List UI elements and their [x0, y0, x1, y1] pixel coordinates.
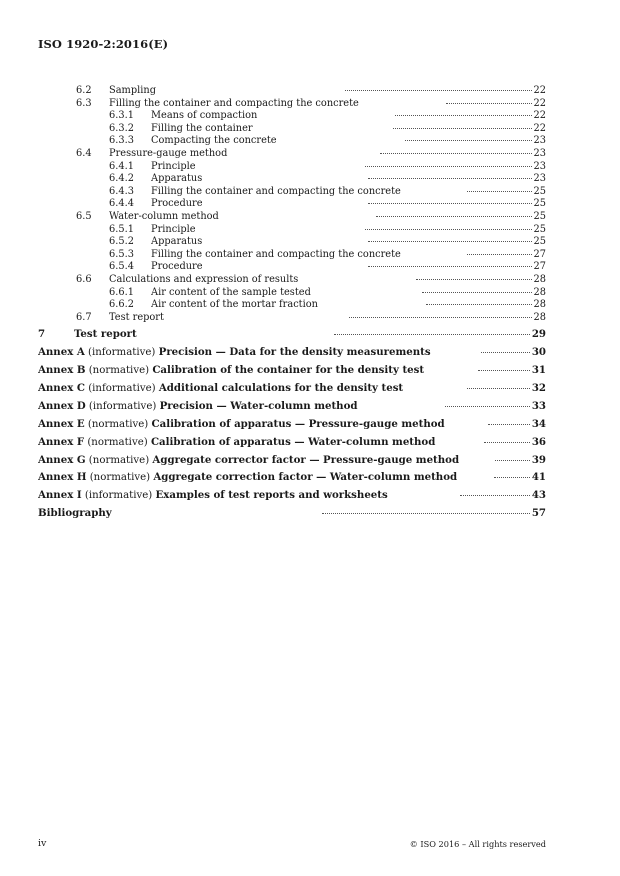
dot-leader	[416, 279, 532, 280]
dot-leader	[426, 304, 532, 305]
toc-entry-title: Test report	[74, 328, 137, 341]
annex-title: Calibration of apparatus — Pressure-gauge method	[151, 417, 445, 430]
toc-entry-page: 23	[533, 147, 546, 159]
dot-leader	[395, 115, 531, 116]
toc-entry-page: 22	[533, 122, 546, 134]
toc-entry-page: 39	[531, 453, 546, 466]
toc-entry-6-7[interactable]	[38, 312, 546, 325]
toc-entry-title: Principle	[151, 223, 196, 235]
toc-entry-page: 23	[533, 135, 547, 147]
dot-leader	[405, 140, 531, 141]
dot-leader	[376, 216, 531, 217]
toc-entry-page: 25	[533, 223, 547, 235]
toc-entry-annex-e[interactable]	[38, 416, 546, 434]
toc-entry-number: 6.3.3	[109, 135, 134, 147]
toc-entry-number: 6.6.2	[109, 299, 134, 311]
toc-entry-title: Air content of the sample tested	[151, 286, 311, 298]
annex-label: Annex I	[38, 489, 82, 502]
dot-leader	[380, 153, 531, 154]
toc-entry-title: Procedure	[151, 261, 203, 273]
dot-leader	[478, 370, 530, 371]
dot-leader	[484, 442, 530, 443]
annex-title: Examples of test reports and worksheets	[155, 489, 388, 502]
annex-type: (normative)	[89, 472, 151, 484]
toc-entry-page: 23	[533, 173, 547, 185]
toc-entry-title: Principle	[151, 160, 196, 172]
toc-entry-annex-c[interactable]	[38, 380, 546, 398]
toc-entry-title: Filling the container and compacting the concrete	[151, 248, 401, 260]
toc-entry-page: 28	[533, 311, 547, 323]
toc-entry-title: Pressure-gauge method	[109, 147, 228, 159]
toc-entry-number: 6.5.3	[109, 248, 134, 260]
dot-leader	[460, 495, 530, 496]
toc-entry-title: Filling the container and compacting the concrete	[109, 97, 359, 109]
toc-entry-6-2[interactable]	[38, 85, 546, 98]
toc-entry-number: 6.5.2	[109, 236, 134, 248]
toc-entry-page: 28	[533, 299, 546, 311]
annex-label: Annex G	[38, 453, 86, 466]
toc-entry-number: 7	[38, 328, 46, 341]
toc-entry-number: 6.4	[76, 147, 92, 159]
toc-entry-annex-b[interactable]	[38, 362, 546, 380]
toc-entry-annex-i[interactable]	[38, 487, 546, 505]
toc-entry-6-5[interactable]	[38, 211, 546, 224]
toc-entry-title: Test report	[109, 311, 164, 323]
toc-entry-number: 6.5.1	[109, 223, 134, 235]
toc-entry-page: 23	[533, 160, 547, 172]
dot-leader	[481, 352, 530, 353]
dot-leader	[322, 513, 530, 514]
dot-leader	[345, 90, 532, 91]
toc-entry-annex-a[interactable]	[38, 344, 546, 362]
toc-entry-number: 6.5	[76, 210, 92, 222]
toc-entry-number: 6.3.2	[109, 122, 134, 134]
annex-type: (informative)	[88, 400, 157, 412]
dot-leader	[467, 388, 529, 389]
page-number: iv	[38, 838, 47, 849]
toc-entry-page: 22	[533, 97, 547, 109]
toc-entry-number: 6.3	[76, 97, 92, 109]
dot-leader	[365, 229, 532, 230]
toc-entry-number: 6.4.2	[109, 173, 134, 185]
toc-entry-page: 22	[533, 85, 546, 96]
toc-entry-page: 25	[533, 185, 547, 197]
dot-leader	[494, 477, 529, 478]
dot-leader	[422, 292, 531, 293]
toc-entry-title: Calculations and expression of results	[109, 273, 299, 285]
toc-entry-clause-7[interactable]	[38, 326, 546, 344]
toc-entry-6-6-1[interactable]	[38, 287, 546, 300]
toc-entry-page: 28	[533, 286, 546, 298]
annex-label: Annex A	[38, 346, 85, 359]
table-of-contents	[38, 85, 546, 523]
annex-type: (normative)	[87, 418, 149, 430]
annex-label: Annex B	[38, 364, 86, 377]
annex-label: Annex H	[38, 471, 87, 484]
toc-entry-title: Water-column method	[109, 210, 219, 222]
toc-entry-page: 33	[531, 399, 546, 412]
dot-leader	[446, 103, 531, 104]
toc-entry-annex-f[interactable]	[38, 434, 546, 452]
toc-entry-number: 6.4.3	[109, 185, 134, 197]
annex-title: Calibration of the container for the density test	[152, 364, 425, 377]
toc-entry-number: 6.7	[76, 311, 92, 323]
toc-entry-page: 34	[531, 417, 547, 430]
toc-entry-page: 22	[533, 110, 546, 122]
toc-entry-title: Air content of the mortar fraction	[151, 299, 318, 311]
annex-title: Aggregate corrector factor — Pressure-gauge method	[152, 453, 460, 466]
dot-leader	[467, 191, 531, 192]
toc-entry-page: 27	[533, 261, 546, 273]
toc-entry-6-3-2[interactable]	[38, 123, 546, 136]
toc-entry-annex-d[interactable]	[38, 398, 546, 416]
toc-entry-title: Procedure	[151, 198, 203, 210]
annex-title: Additional calculations for the density test	[158, 381, 404, 394]
toc-entry-title: Compacting the concrete	[151, 135, 277, 147]
annex-type: (normative)	[88, 454, 150, 466]
document-header: ISO 1920-2:2016(E)	[38, 37, 169, 51]
toc-entry-bibliography[interactable]	[38, 505, 546, 523]
toc-entry-6-6-2[interactable]	[38, 299, 546, 312]
dot-leader	[368, 203, 532, 204]
toc-entry-title: Apparatus	[151, 236, 203, 248]
toc-entry-page: 32	[531, 381, 547, 394]
toc-entry-number: 6.6.1	[109, 286, 134, 298]
toc-entry-title: Filling the container and compacting the concrete	[151, 185, 401, 197]
toc-entry-page: 31	[531, 364, 546, 377]
dot-leader	[365, 166, 532, 167]
toc-entry-title: Sampling	[109, 85, 156, 96]
annex-type: (informative)	[88, 382, 156, 394]
toc-entry-6-6[interactable]	[38, 274, 546, 287]
toc-entry-number: 6.2	[76, 85, 92, 96]
toc-entry-annex-h[interactable]	[38, 469, 546, 487]
dot-leader	[488, 424, 530, 425]
toc-entry-page: 43	[531, 489, 547, 502]
dot-leader	[349, 317, 532, 318]
toc-entry-6-5-3[interactable]	[38, 249, 546, 262]
toc-entry-number: 6.5.4	[109, 261, 134, 273]
toc-entry-page: 29	[531, 328, 547, 341]
toc-entry-page: 28	[533, 273, 546, 285]
dot-leader	[445, 406, 530, 407]
toc-entry-page: 41	[531, 471, 546, 484]
dot-leader	[368, 178, 532, 179]
annex-title: Aggregate correction factor — Water-column method	[153, 471, 458, 484]
toc-entry-annex-g[interactable]	[38, 452, 546, 470]
toc-entry-page: 27	[533, 248, 547, 260]
dot-leader	[467, 254, 531, 255]
toc-entry-number: 6.4.1	[109, 160, 134, 172]
bibliography-title: Bibliography	[38, 507, 112, 520]
toc-entry-6-4-1[interactable]	[38, 161, 546, 174]
toc-entry-page: 25	[533, 210, 546, 222]
toc-entry-page: 25	[533, 236, 547, 248]
toc-entry-6-4-3[interactable]	[38, 186, 546, 199]
dot-leader	[334, 334, 530, 335]
toc-entry-number: 6.6	[76, 273, 92, 285]
toc-entry-6-4-4[interactable]	[38, 198, 546, 211]
toc-entry-6-5-1[interactable]	[38, 224, 546, 237]
toc-entry-title: Apparatus	[151, 173, 203, 185]
annex-title: Precision — Data for the density measurements	[158, 346, 431, 359]
toc-entry-6-4[interactable]	[38, 148, 546, 161]
toc-entry-page: 30	[531, 346, 547, 359]
toc-entry-6-5-2[interactable]	[38, 236, 546, 249]
annex-title: Calibration of apparatus — Water-column method	[150, 435, 436, 448]
toc-entry-number: 6.4.4	[109, 198, 134, 210]
dot-leader	[368, 241, 532, 242]
annex-type: (normative)	[88, 365, 150, 377]
copyright-notice: © ISO 2016 – All rights reserved	[409, 839, 546, 849]
annex-type: (informative)	[84, 490, 153, 502]
toc-entry-6-5-4[interactable]	[38, 261, 546, 274]
annex-label: Annex C	[38, 381, 85, 394]
toc-entry-number: 6.3.1	[109, 110, 134, 122]
annex-title: Precision — Water-column method	[159, 399, 358, 412]
annex-label: Annex E	[38, 417, 85, 430]
annex-type: (informative)	[87, 347, 156, 359]
dot-leader	[393, 128, 531, 129]
dot-leader	[495, 460, 529, 461]
annex-label: Annex D	[38, 399, 86, 412]
toc-entry-title: Filling the container	[151, 122, 253, 134]
dot-leader	[368, 266, 532, 267]
toc-entry-6-3-3[interactable]	[38, 135, 546, 148]
toc-entry-6-4-2[interactable]	[38, 173, 546, 186]
toc-entry-title: Means of compaction	[151, 110, 258, 122]
toc-entry-page: 25	[533, 198, 546, 210]
toc-entry-6-3[interactable]	[38, 98, 546, 111]
annex-label: Annex F	[38, 435, 85, 448]
annex-type: (normative)	[87, 436, 148, 448]
toc-entry-page: 57	[531, 507, 546, 520]
toc-entry-6-3-1[interactable]	[38, 110, 546, 123]
toc-entry-page: 36	[531, 435, 547, 448]
